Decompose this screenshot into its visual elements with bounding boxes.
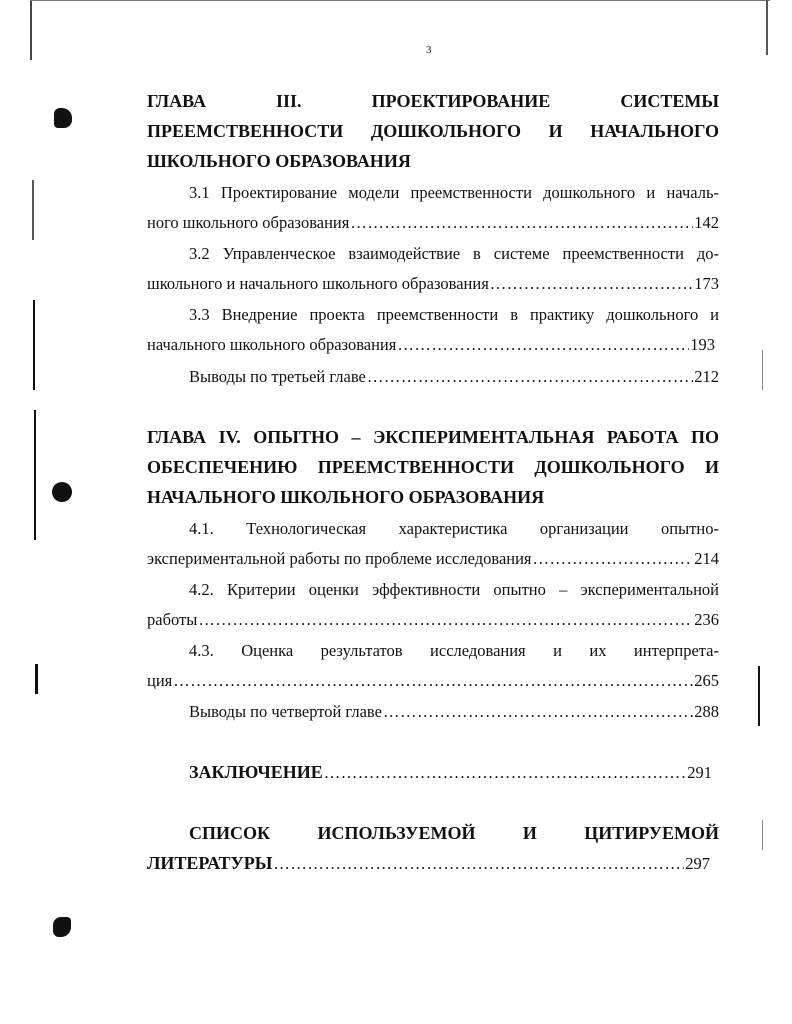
hole-punch-mark	[54, 108, 72, 128]
toc-page-number: 212	[694, 367, 719, 386]
toc-page-number: 142	[694, 213, 719, 232]
toc-entry-title: ЗАКЛЮЧЕНИЕ	[189, 762, 323, 782]
toc-entry-title: 4.2. Критерии оценки эффективности опытно – экспериментальной	[189, 580, 719, 599]
toc-entry-title-cont: школьного и начального школьного образования	[147, 274, 489, 293]
hole-punch-mark	[53, 917, 71, 937]
toc-entry-title: 4.1. Технологическая характеристика организации опытно-	[189, 519, 719, 538]
toc-entry-title-cont: работы	[147, 610, 198, 629]
toc-entry-title: СПИСОК ИСПОЛЬЗУЕМОЙ И ЦИТИРУЕМОЙ	[189, 823, 719, 843]
toc-page-number: 265	[694, 671, 719, 690]
leader-dots	[273, 849, 684, 879]
toc-entry-4-3	[147, 636, 719, 696]
heading-line: ГЛАВА III. ПРОЕКТИРОВАНИЕ СИСТЕМЫ	[147, 91, 719, 111]
toc-entry-title-cont: ного школьного образования	[147, 213, 350, 232]
toc-entry-title-cont: начального школьного образования	[147, 335, 397, 354]
toc-entry-title: Выводы по четвертой главе	[189, 702, 382, 721]
hole-punch-mark	[52, 482, 72, 502]
leader-dots	[324, 758, 686, 788]
toc-entry-title: 3.2 Управленческое взаимодействие в системе преемственности до-	[189, 244, 719, 263]
toc-entry-title: 3.3 Внедрение проекта преемственности в практику дошкольного и	[189, 305, 719, 324]
chapter-4-heading	[147, 422, 719, 512]
toc-entry-title: 3.1 Проектирование модели преемственности дошкольного и началь-	[189, 183, 719, 202]
heading-line: ПРЕЕМСТВЕННОСТИ ДОШКОЛЬНОГО И НАЧАЛЬНОГО	[147, 121, 719, 141]
heading-line: ШКОЛЬНОГО ОБРАЗОВАНИЯ	[147, 151, 411, 171]
scan-edge-line	[35, 664, 38, 694]
toc-entry-4-1	[147, 514, 719, 574]
heading-line: ОБЕСПЕЧЕНИЮ ПРЕЕМСТВЕННОСТИ ДОШКОЛЬНОГО И	[147, 457, 719, 477]
toc-entry-title-cont: экспериментальной работы по проблеме исследования	[147, 549, 532, 568]
toc-entry-3-conclusion	[147, 362, 719, 392]
toc-entry-title: 4.3. Оценка результатов исследования и их интерпрета-	[189, 641, 719, 660]
scan-edge-line	[758, 666, 760, 726]
page-number: 3	[426, 44, 432, 56]
toc-entry-3-2	[147, 239, 719, 299]
toc-page-number: 297	[685, 854, 710, 873]
scan-edge-line	[762, 350, 763, 390]
toc-entry-3-3	[147, 300, 719, 360]
toc-entry-4-conclusion	[147, 697, 719, 727]
heading-line: ГЛАВА IV. ОПЫТНО – ЭКСПЕРИМЕНТАЛЬНАЯ РАБОТА ПО	[147, 427, 719, 447]
leader-dots	[533, 544, 694, 574]
leader-dots	[173, 666, 693, 696]
toc-entry-conclusion	[147, 757, 712, 788]
scan-edge-line	[33, 300, 35, 390]
leader-dots	[383, 697, 693, 727]
toc-page-number: 214	[694, 549, 719, 568]
toc-page-number: 288	[694, 702, 719, 721]
heading-line: НАЧАЛЬНОГО ШКОЛЬНОГО ОБРАЗОВАНИЯ	[147, 487, 545, 507]
toc-entry-title: Выводы по третьей главе	[189, 367, 366, 386]
scan-edge-line	[32, 180, 34, 240]
scan-edge-line	[34, 410, 36, 540]
scan-border-left	[30, 0, 32, 60]
leader-dots	[198, 605, 693, 635]
toc-entry-title-cont: ция	[147, 671, 173, 690]
leader-dots	[350, 208, 693, 238]
toc-page-number: 291	[687, 763, 712, 782]
leader-dots	[367, 362, 693, 392]
toc-entry-3-1	[147, 178, 719, 238]
scan-border-right	[766, 0, 768, 55]
leader-dots	[397, 330, 689, 360]
toc-entry-title-cont: ЛИТЕРАТУРЫ	[147, 853, 273, 873]
toc-page-number: 173	[694, 274, 719, 293]
scan-edge-line	[762, 820, 763, 850]
toc-entry-4-2	[147, 575, 719, 635]
toc-page-number: 236	[694, 610, 719, 629]
toc-entry-references	[147, 818, 719, 879]
chapter-3-heading	[147, 86, 719, 176]
toc-page-number: 193	[690, 335, 715, 354]
scan-border-top	[30, 0, 770, 1]
leader-dots	[490, 269, 693, 299]
